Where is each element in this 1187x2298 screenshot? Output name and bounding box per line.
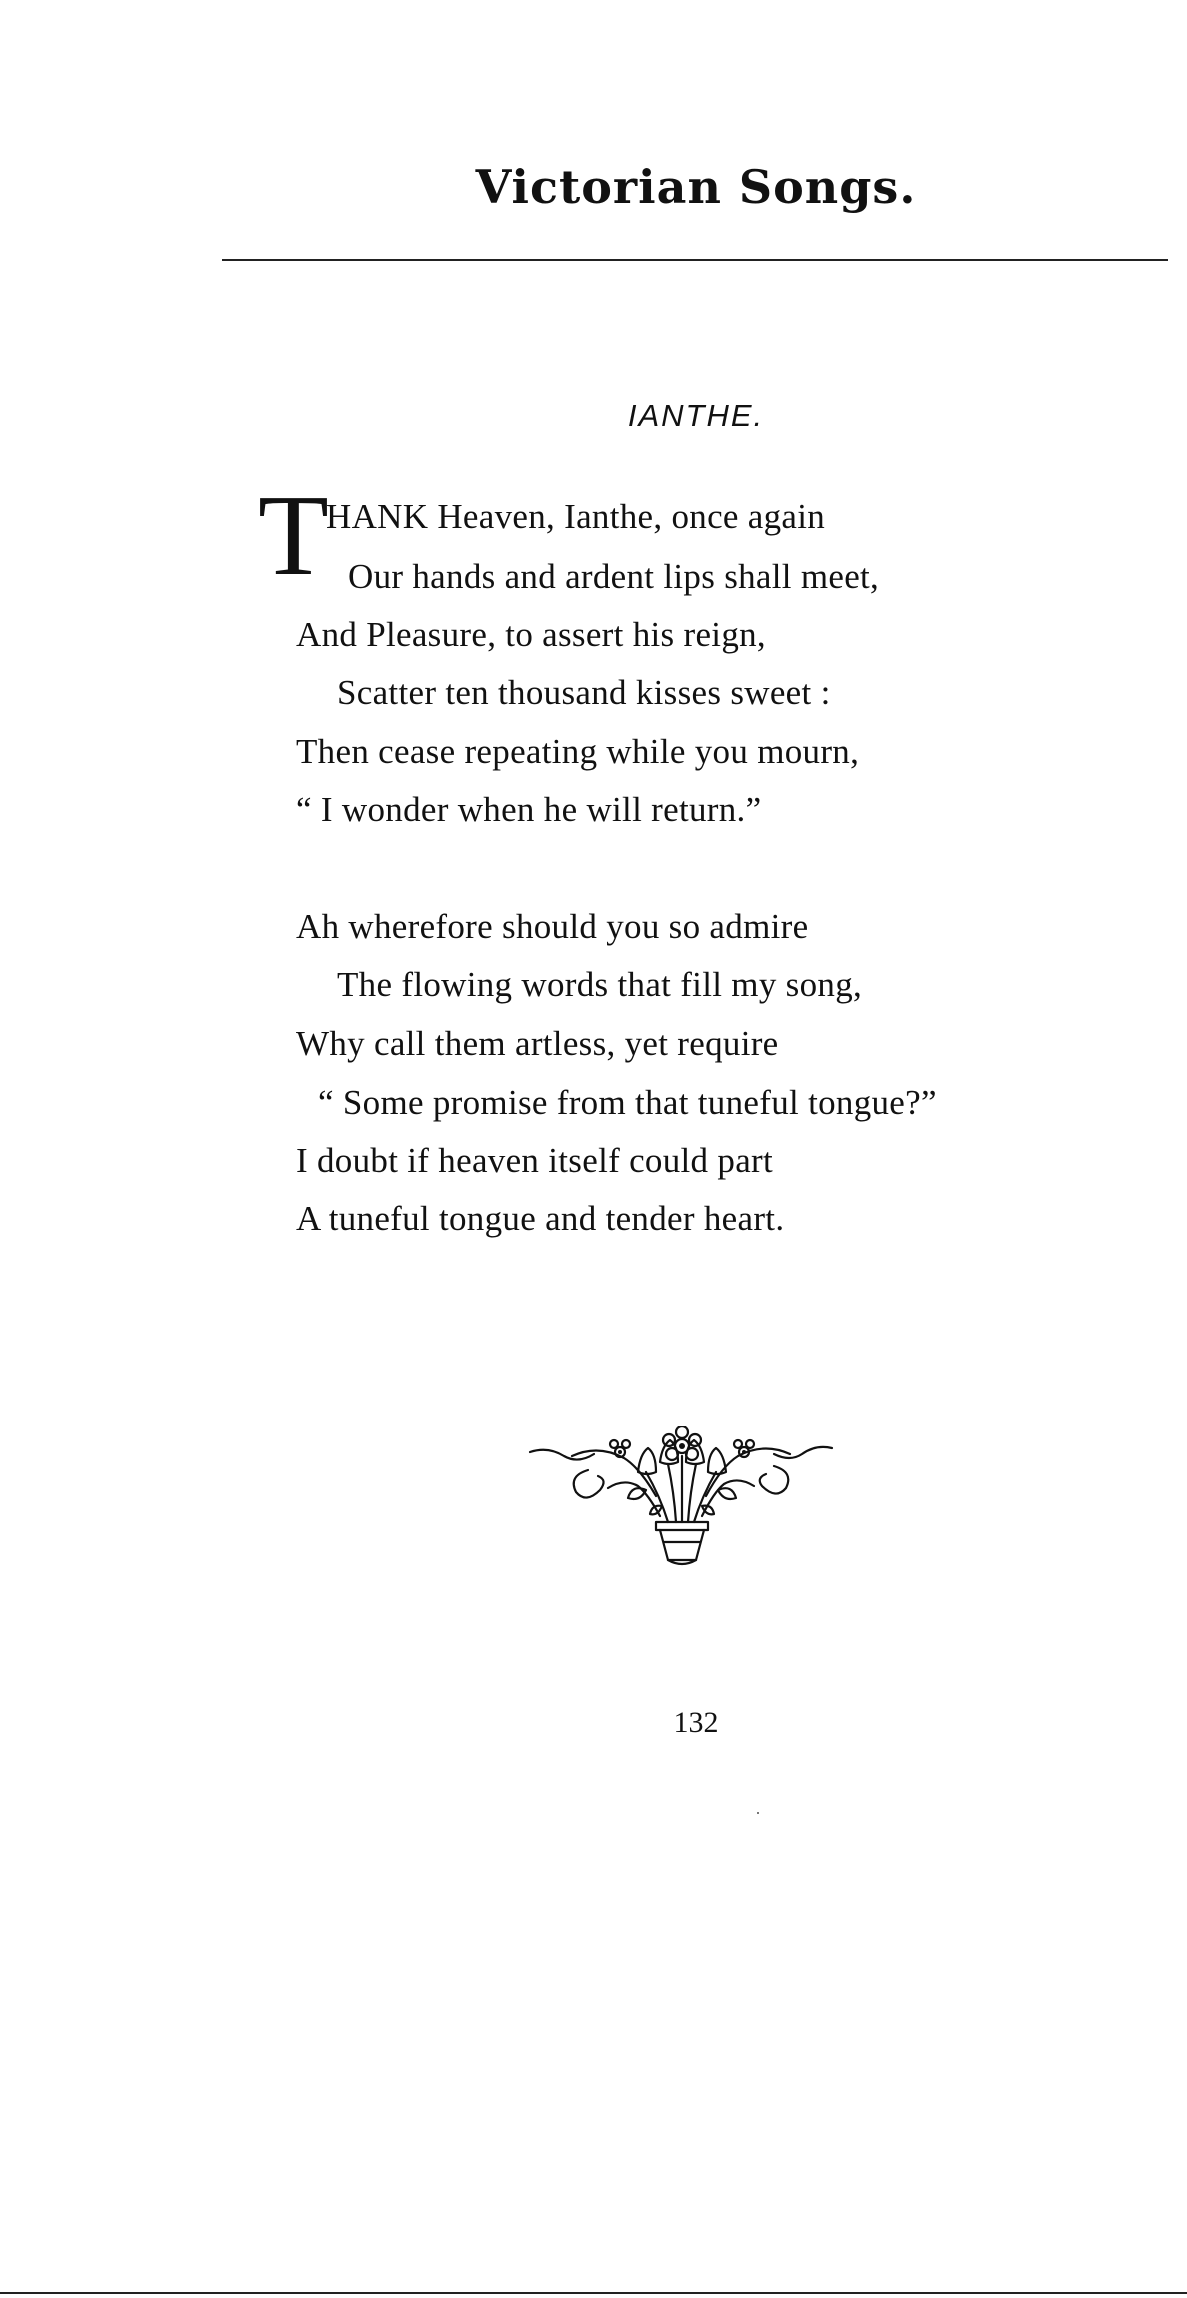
paper-speck [757, 1812, 759, 1814]
poem-line: Scatter ten thousand kisses sweet : [337, 673, 831, 712]
drop-cap: T [258, 472, 329, 600]
poem-line: And Pleasure, to assert his reign, [296, 615, 766, 654]
poem-line: A tuneful tongue and tender heart. [296, 1199, 785, 1238]
header-rule [222, 259, 1168, 261]
poem-title: IANTHE. [627, 398, 765, 433]
poem-line: The flowing words that fill my song, [337, 965, 863, 1004]
page-number: 132 [673, 1706, 719, 1739]
flower-pot-ornament-icon [528, 1426, 834, 1574]
poem-line: Our hands and ardent lips shall meet, [348, 557, 880, 596]
poem-line: “ Some promise from that tuneful tongue?” [318, 1083, 937, 1122]
poem-line: I doubt if heaven itself could part [296, 1141, 774, 1180]
poem-line: HANK Heaven, Ianthe, once again [326, 497, 826, 536]
poem-line: Why call them artless, yet require [296, 1024, 779, 1063]
bottom-rule [0, 2292, 1187, 2294]
poem-line: Ah wherefore should you so admire [296, 907, 809, 946]
poem-line: Then cease repeating while you mourn, [296, 732, 860, 771]
poem-line: “ I wonder when he will return.” [296, 790, 762, 829]
running-head: Victorian Songs. [475, 160, 917, 214]
